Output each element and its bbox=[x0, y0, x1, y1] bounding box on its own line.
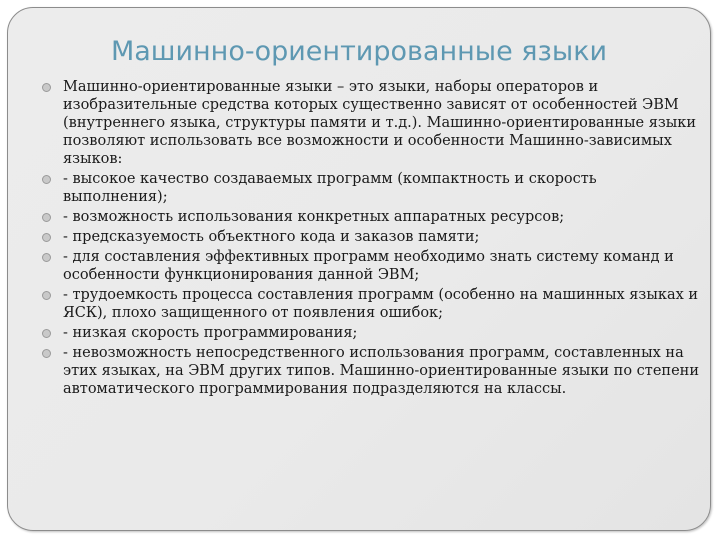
bullet-icon bbox=[42, 83, 51, 92]
bullet-text: - низкая скорость программирования; bbox=[63, 325, 358, 341]
bullet-item bbox=[42, 228, 702, 246]
bullet-item bbox=[42, 78, 702, 168]
bullet-icon bbox=[42, 349, 51, 358]
slide-title: Машинно-ориентированные языки bbox=[110, 36, 608, 67]
bullet-text: - высокое качество создаваемых программ (компактность и скорость выполнения); bbox=[63, 171, 597, 205]
bullet-item bbox=[42, 344, 702, 398]
bullet-text: - для составления эффективных программ необходимо знать систему команд и особенности функционирования данной ЭВМ; bbox=[63, 249, 674, 283]
bullet-text: - предсказуемость объектного кода и заказов памяти; bbox=[63, 229, 480, 245]
bullet-text: - трудоемкость процесса составления программ (особенно на машинных языках и ЯСК), плохо защищенного от появления ошибок; bbox=[63, 287, 699, 321]
bullet-icon bbox=[42, 329, 51, 338]
bullet-item bbox=[42, 286, 702, 322]
slide-frame bbox=[7, 7, 711, 531]
bullet-text: - возможность использования конкретных аппаратных ресурсов; bbox=[63, 209, 565, 225]
bullet-icon bbox=[42, 175, 51, 184]
bullet-icon bbox=[42, 233, 51, 242]
bullet-text: - невозможность непосредственного использования программ, составленных на этих языках, на ЭВМ других типов. Машинно-ориентированные языки по степени автоматического программирования подразделяются на классы. bbox=[63, 345, 699, 397]
bullet-item bbox=[42, 248, 702, 284]
bullet-item bbox=[42, 170, 702, 206]
bullet-item bbox=[42, 208, 702, 226]
bullet-icon bbox=[42, 213, 51, 222]
bullet-list bbox=[42, 78, 702, 400]
bullet-icon bbox=[42, 291, 51, 300]
bullet-icon bbox=[42, 253, 51, 262]
bullet-item bbox=[42, 324, 702, 342]
bullet-text: Машинно-ориентированные языки – это языки, наборы операторов и изобразительные средства которых существенно зависят от особенностей ЭВМ (внутреннего языка, структуры памяти и т.д.). Машинно-ориентированные языки позволяют использовать все возможности и особенности Машинно-зависимых языков: bbox=[63, 79, 697, 167]
